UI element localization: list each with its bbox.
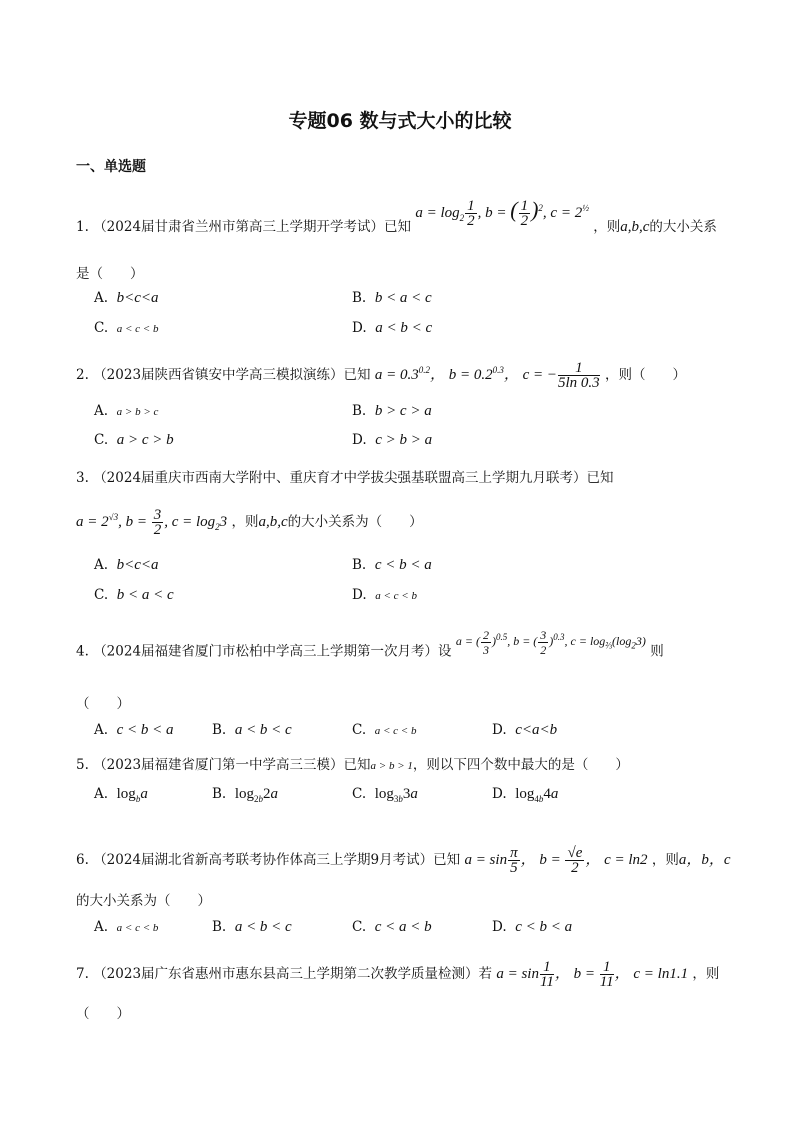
formula: a = sin $\frac{\pi}{5}$ ， b = $\frac{√e}{2}$ ， c = ln2 xyxy=(464,845,648,876)
option-2-d[interactable]: D. c > b > a xyxy=(352,432,433,448)
formula: $a = \log_2$ $\frac{1}{2}$ , b = ( $\frac{1}{2}$ )$^2$, $c = 2^{\frac{1}{2}}$ xyxy=(415,197,589,230)
question-4-stem: 4. （2024届福建省厦门市松柏中学高三上学期第一次月考）设 a = ( $\frac{2}{3}$ )$^{0.5}$, b = ( $\frac{3}{2}$ )$^{0.3}$, $c = \log_{\frac{2}{3}}(\log_23)$ 则 xyxy=(76,628,664,660)
question-5-stem: 5. （2023届福建省厦门第一中学高三三模）已知a > b > 1，则以下四个数中最大的是（ ） xyxy=(76,757,629,773)
question-3-cont: $a = 2^{√3}$, b = $\frac{3}{2}$ , $c = \log_23$ ，则a,b,c的大小关系为（ ） xyxy=(76,507,423,538)
question-source: （2023届福建省厦门第一中学高三三模）已知 xyxy=(93,757,371,773)
option-1-c[interactable]: C. a < c < b xyxy=(94,320,159,336)
option-4-d[interactable]: D. c<a<b xyxy=(492,722,558,738)
question-number: 6. xyxy=(76,851,89,868)
option-5-c[interactable]: C. $\log_{3b}3a$ xyxy=(352,786,418,804)
option-5-a[interactable]: A. $\log_ba$ xyxy=(94,786,148,804)
option-6-a[interactable]: A. a < c < b xyxy=(94,919,159,935)
question-number: 2. xyxy=(76,366,89,383)
question-source: （2024届重庆市西南大学附中、重庆育才中学拔尖强基联盟高三上学期九月联考）已知 xyxy=(93,470,614,486)
question-1-cont: 是（ ） xyxy=(76,266,144,282)
question-number: 3. xyxy=(76,470,89,486)
formula: $a = 0.3^{0.2}$， $b = 0.2^{0.3}$， c = − $\frac{1}{5\ln 0.3}$ xyxy=(374,360,600,391)
question-number: 4. xyxy=(76,643,89,660)
option-2-a[interactable]: A. a > b > c xyxy=(94,403,159,419)
formula: $a = 2^{√3}$, b = $\frac{3}{2}$ , $c = \log_23$ xyxy=(76,507,228,538)
option-3-d[interactable]: D. a < c < b xyxy=(352,587,417,603)
option-1-a[interactable]: A. b<c<a xyxy=(94,290,159,306)
question-source: （2024届福建省厦门市松柏中学高三上学期第一次月考）设 xyxy=(93,643,452,660)
question-6-stem: 6. （2024届湖北省新高考联考协作体高三上学期9月考试）已知 a = sin $\frac{\pi}{5}$ ， b = $\frac{√e}{2}$ ， c = ln2 ，则a，b，c xyxy=(76,845,731,876)
option-3-a[interactable]: A. b<c<a xyxy=(94,557,159,573)
question-source: （2024届湖北省新高考联考协作体高三上学期9月考试）已知 xyxy=(93,851,461,868)
option-3-b[interactable]: B. c < b < a xyxy=(352,557,432,573)
option-2-c[interactable]: C. a > c > b xyxy=(94,432,174,448)
question-2-stem: 2. （2023届陕西省镇安中学高三模拟演练）已知 $a = 0.3^{0.2}$， $b = 0.2^{0.3}$， c = − $\frac{1}{5\ln 0.3}$ ，则（ ） xyxy=(76,360,686,391)
option-3-c[interactable]: C. b < a < c xyxy=(94,587,174,603)
option-2-b[interactable]: B. b > c > a xyxy=(352,403,432,419)
question-7-cont: （ ） xyxy=(76,1006,130,1022)
section-heading: 一、单选题 xyxy=(76,159,146,175)
formula: a = sin $\frac{1}{11}$ ， b = $\frac{1}{11}$ ， c = ln1.1 xyxy=(496,959,689,990)
question-1-stem: 1. （2024届甘肃省兰州市第高三上学期开学考试）已知 $a = \log_2$ $\frac{1}{2}$ , b = ( $\frac{1}{2}$ )$^2$, $c = 2^{\frac{1}{2}}$ ，则a,b,c的大小关系 xyxy=(76,197,717,235)
page-title: 专题06 数与式大小的比较 xyxy=(288,110,512,132)
option-1-d[interactable]: D. a < b < c xyxy=(352,320,433,336)
question-source: （2023届广东省惠州市惠东县高三上学期第二次教学质量检测）若 xyxy=(93,965,493,982)
question-7-stem: 7. （2023届广东省惠州市惠东县高三上学期第二次教学质量检测）若 a = sin $\frac{1}{11}$ ， b = $\frac{1}{11}$ ， c = ln1.1 ，则 xyxy=(76,959,720,990)
option-4-a[interactable]: A. c < b < a xyxy=(94,722,174,738)
option-1-b[interactable]: B. b < a < c xyxy=(352,290,432,306)
question-source: （2024届甘肃省兰州市第高三上学期开学考试）已知 xyxy=(93,219,412,235)
question-number: 5. xyxy=(76,757,89,773)
question-number: 1. xyxy=(76,219,89,235)
question-4-cont: （ ） xyxy=(76,696,130,712)
option-6-d[interactable]: D. c < b < a xyxy=(492,919,573,935)
option-4-b[interactable]: B. a < b < c xyxy=(212,722,292,738)
question-3-stem xyxy=(76,466,614,486)
option-5-b[interactable]: B. $\log_{2b}2a$ xyxy=(212,786,278,804)
option-6-b[interactable]: B. a < b < c xyxy=(212,919,292,935)
option-4-c[interactable]: C. a < c < b xyxy=(352,722,417,738)
option-5-d[interactable]: D. $\log_{4b}4a$ xyxy=(492,786,559,804)
question-source: （2023届陕西省镇安中学高三模拟演练）已知 xyxy=(93,366,371,383)
option-6-c[interactable]: C. c < a < b xyxy=(352,919,432,935)
question-number: 7. xyxy=(76,965,89,982)
question-6-cont: 的大小关系为（ ） xyxy=(76,893,211,909)
formula: a = ( $\frac{2}{3}$ )$^{0.5}$, b = ( $\frac{3}{2}$ )$^{0.3}$, $c = \log_{\frac{2}{3}}(\log_23)$ xyxy=(455,628,646,657)
